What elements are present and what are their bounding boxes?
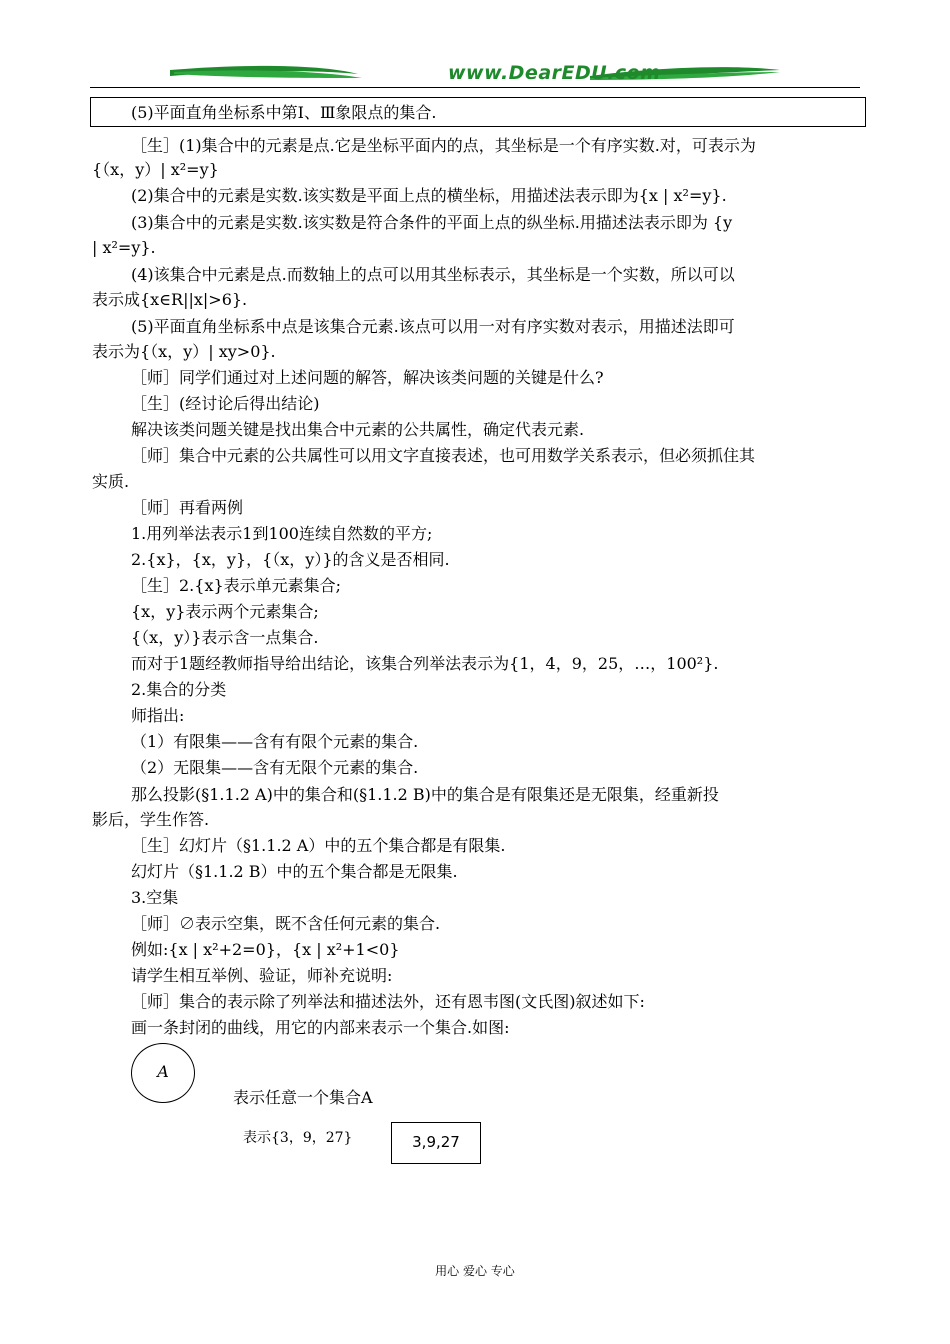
site-logo-text: www.DearEDU.com [448,62,661,84]
text-line: （1）有限集——含有有限个元素的集合. [131,732,419,751]
text-line: 那么投影(§1.1.2 A)中的集合和(§1.1.2 B)中的集合是有限集还是无限集，经重新投 [131,785,719,804]
text-line: 而对于1题经教师指导给出结论，该集合列举法表示为{1，4，9，25，…，100²}. [131,654,719,673]
text-line: (3)集合中的元素是实数.该实数是符合条件的平面上点的纵坐标.用描述法表示即为 {y [131,213,733,232]
page-footer: 用心 爱心 专心 [435,1264,515,1278]
text-line: 1.用列举法表示1到100连续自然数的平方; [131,524,433,543]
text-line: ［师］集合中元素的公共属性可以用文字直接表述，也可用数学关系表示，但必须抓住其 [131,446,756,465]
text-line: 实质. [92,472,130,491]
text-line: {x，y}表示两个元素集合; [131,602,319,621]
venn-rect-label: 3,9,27 [412,1133,460,1151]
text-line: ［生］(1)集合中的元素是点.它是坐标平面内的点，其坐标是一个有序实数.对，可表示为 [131,136,756,155]
text-line: 影后，学生作答. [92,810,210,829]
text-line: 师指出: [131,706,185,725]
text-line: 2.{x}，{x，y}，{（x，y）}的含义是否相同. [131,550,450,569]
text-line: ［师］同学们通过对上述问题的解答，解决该类问题的关键是什么? [131,368,604,387]
text-line: 请学生相互举例、验证，师补充说明: [131,966,393,985]
venn-circle-caption: 表示任意一个集合A [233,1088,373,1107]
text-line: 3.空集 [131,888,179,907]
text-line: 表示成{x∈R||x|>6}. [92,290,248,309]
text-line: 2.集合的分类 [131,680,227,699]
text-line: (5)平面直角坐标系中第Ⅰ、Ⅲ象限点的集合. [131,103,437,122]
text-line: (5)平面直角坐标系中点是该集合元素.该点可以用一对有序实数对表示，用描述法即可 [131,317,735,336]
header-rule [90,87,860,88]
text-line: {（x，y）}表示含一点集合. [131,628,319,647]
venn-rectangle [391,1122,481,1164]
text-line: ［生］2.{x}表示单元素集合; [131,576,342,595]
text-line: 表示为{（x，y）| xy>0}. [92,342,276,361]
text-line: ［师］∅表示空集，既不含任何元素的集合. [131,914,441,933]
venn-circle-label: A [157,1062,169,1081]
text-line: | x²=y}. [92,238,156,257]
text-line: (4)该集合中元素是点.而数轴上的点可以用其坐标表示，其坐标是一个实数，所以可以 [131,265,735,284]
text-line: 画一条封闭的曲线，用它的内部来表示一个集合.如图: [131,1018,510,1037]
venn-rect-caption: 表示{3，9，27} [243,1130,353,1146]
text-line: 例如:{x | x²+2=0}，{x | x²+1<0} [131,940,400,959]
text-line: {（x，y）| x²=y} [92,160,219,179]
text-line: (2)集合中的元素是实数.该实数是平面上点的横坐标，用描述法表示即为{x | x²=y}. [131,186,727,205]
text-line: （2）无限集——含有无限个元素的集合. [131,758,419,777]
text-line: 解决该类问题关键是找出集合中元素的公共属性，确定代表元素. [131,420,585,439]
text-line: ［师］集合的表示除了列举法和描述法外，还有恩韦图(文氏图)叙述如下: [131,992,645,1011]
text-line: 幻灯片（§1.1.2 B）中的五个集合都是无限集. [131,862,458,881]
text-line: ［生］(经讨论后得出结论) [131,394,320,413]
text-line: ［生］幻灯片（§1.1.2 A）中的五个集合都是有限集. [131,836,506,855]
venn-circle [131,1043,195,1103]
text-line: ［师］再看两例 [131,498,244,517]
